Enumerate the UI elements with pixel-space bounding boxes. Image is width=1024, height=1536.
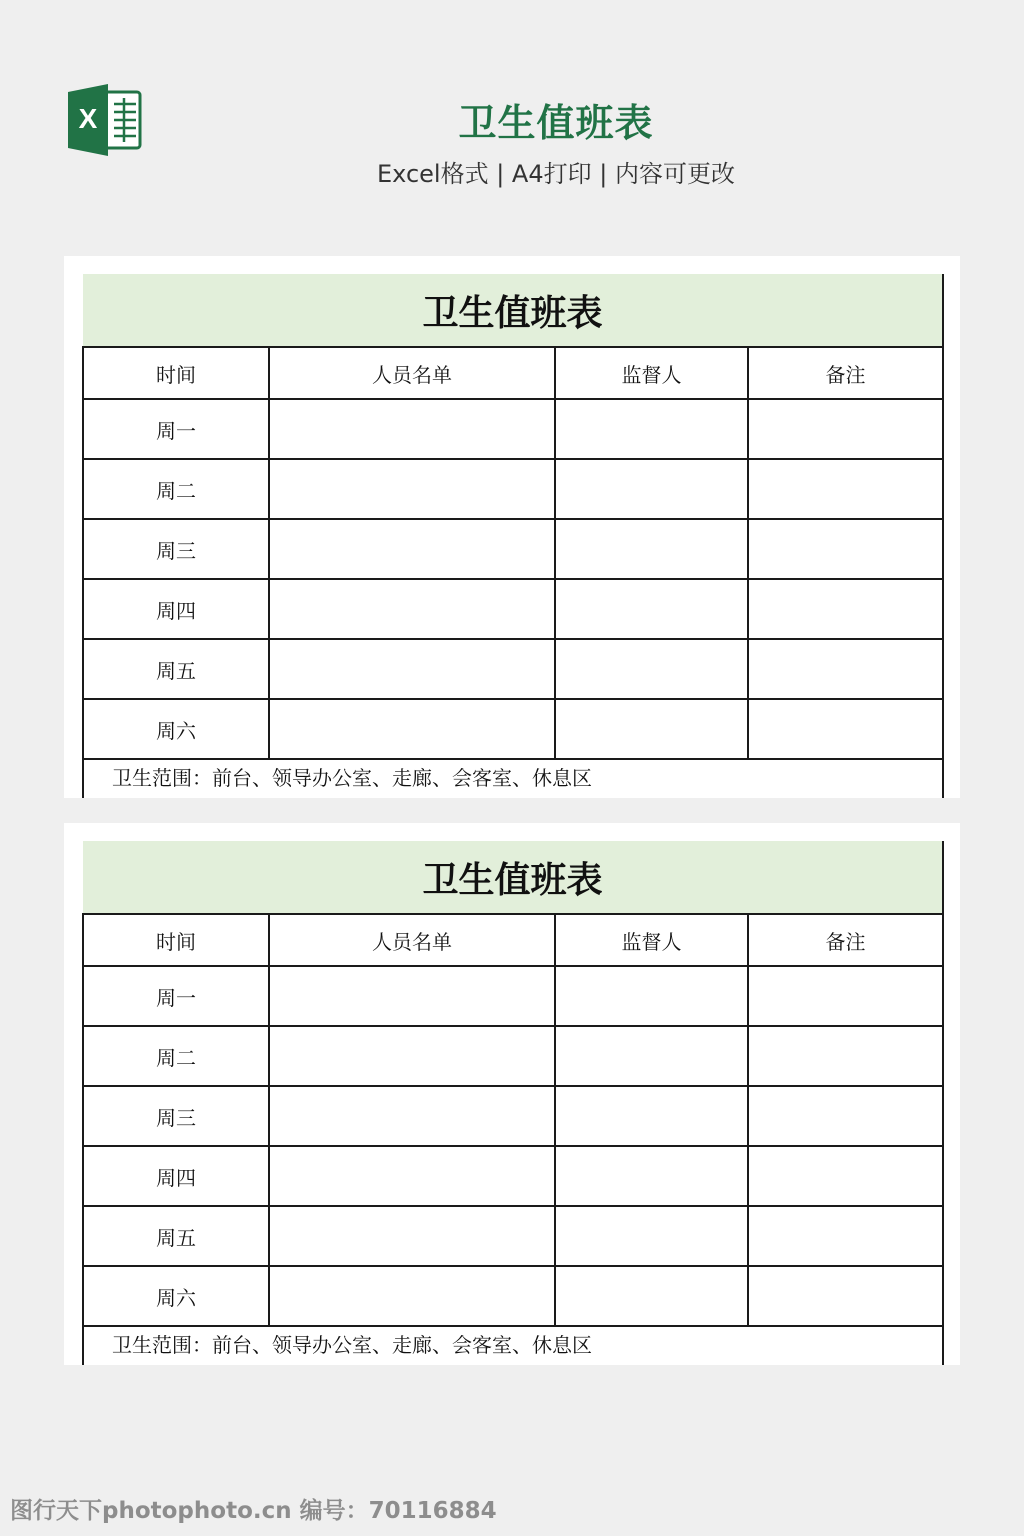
column-header-note: 备注 [748, 914, 943, 966]
table-row [83, 1026, 943, 1086]
table-row [83, 1206, 943, 1266]
note-cell[interactable] [748, 639, 943, 699]
note-cell[interactable] [748, 1026, 943, 1086]
table-row [83, 1086, 943, 1146]
note-cell[interactable] [748, 459, 943, 519]
page-header [0, 0, 1024, 220]
sheet-preview-2 [64, 823, 960, 1365]
supervisor-cell[interactable] [555, 399, 748, 459]
day-cell: 周一 [83, 399, 269, 459]
page-subtitle: Excel格式 | A4打印 | 内容可更改 [377, 160, 735, 188]
day-cell: 周三 [83, 519, 269, 579]
day-cell: 周六 [83, 1266, 269, 1326]
people-cell[interactable] [269, 399, 555, 459]
footer-row [83, 1326, 943, 1365]
note-cell[interactable] [748, 579, 943, 639]
table-row [83, 699, 943, 759]
sheet-preview-1 [64, 256, 960, 798]
people-cell[interactable] [269, 699, 555, 759]
note-cell[interactable] [748, 966, 943, 1026]
note-cell[interactable] [748, 1086, 943, 1146]
header-row [83, 914, 943, 966]
table-row [83, 1146, 943, 1206]
table-row [83, 639, 943, 699]
cleaning-scope-note: 卫生范围：前台、领导办公室、走廊、会客室、休息区 [83, 1326, 943, 1365]
supervisor-cell[interactable] [555, 1026, 748, 1086]
supervisor-cell[interactable] [555, 579, 748, 639]
column-header-time: 时间 [83, 347, 269, 399]
watermark-text: 图行天下photophoto.cn 编号：70116884 [10, 1498, 497, 1524]
people-cell[interactable] [269, 1086, 555, 1146]
header-row [83, 347, 943, 399]
supervisor-cell[interactable] [555, 1266, 748, 1326]
people-cell[interactable] [269, 1026, 555, 1086]
table-row [83, 966, 943, 1026]
note-cell[interactable] [748, 399, 943, 459]
column-header-note: 备注 [748, 347, 943, 399]
supervisor-cell[interactable] [555, 1146, 748, 1206]
supervisor-cell[interactable] [555, 459, 748, 519]
column-header-people: 人员名单 [269, 347, 555, 399]
supervisor-cell[interactable] [555, 966, 748, 1026]
column-header-supervisor: 监督人 [555, 347, 748, 399]
note-cell[interactable] [748, 1266, 943, 1326]
day-cell: 周二 [83, 459, 269, 519]
people-cell[interactable] [269, 579, 555, 639]
note-cell[interactable] [748, 699, 943, 759]
duty-table [82, 274, 944, 798]
table-row [83, 1266, 943, 1326]
people-cell[interactable] [269, 1146, 555, 1206]
people-cell[interactable] [269, 966, 555, 1026]
supervisor-cell[interactable] [555, 1086, 748, 1146]
people-cell[interactable] [269, 1266, 555, 1326]
supervisor-cell[interactable] [555, 639, 748, 699]
day-cell: 周五 [83, 1206, 269, 1266]
supervisor-cell[interactable] [555, 1206, 748, 1266]
table-title: 卫生值班表 [83, 274, 943, 347]
note-cell[interactable] [748, 519, 943, 579]
column-header-supervisor: 监督人 [555, 914, 748, 966]
note-cell[interactable] [748, 1206, 943, 1266]
people-cell[interactable] [269, 1206, 555, 1266]
table-row [83, 519, 943, 579]
page-title: 卫生值班表 [458, 101, 654, 145]
column-header-people: 人员名单 [269, 914, 555, 966]
footer-row [83, 759, 943, 798]
column-header-time: 时间 [83, 914, 269, 966]
table-row [83, 579, 943, 639]
day-cell: 周三 [83, 1086, 269, 1146]
cleaning-scope-note: 卫生范围：前台、领导办公室、走廊、会客室、休息区 [83, 759, 943, 798]
note-cell[interactable] [748, 1146, 943, 1206]
excel-icon [68, 84, 142, 156]
excel-icon-letter: X [78, 103, 98, 134]
day-cell: 周二 [83, 1026, 269, 1086]
people-cell[interactable] [269, 459, 555, 519]
people-cell[interactable] [269, 519, 555, 579]
table-title: 卫生值班表 [83, 841, 943, 914]
table-row [83, 399, 943, 459]
day-cell: 周一 [83, 966, 269, 1026]
duty-table [82, 841, 944, 1365]
people-cell[interactable] [269, 639, 555, 699]
day-cell: 周四 [83, 1146, 269, 1206]
supervisor-cell[interactable] [555, 519, 748, 579]
supervisor-cell[interactable] [555, 699, 748, 759]
day-cell: 周六 [83, 699, 269, 759]
day-cell: 周四 [83, 579, 269, 639]
table-row [83, 459, 943, 519]
day-cell: 周五 [83, 639, 269, 699]
